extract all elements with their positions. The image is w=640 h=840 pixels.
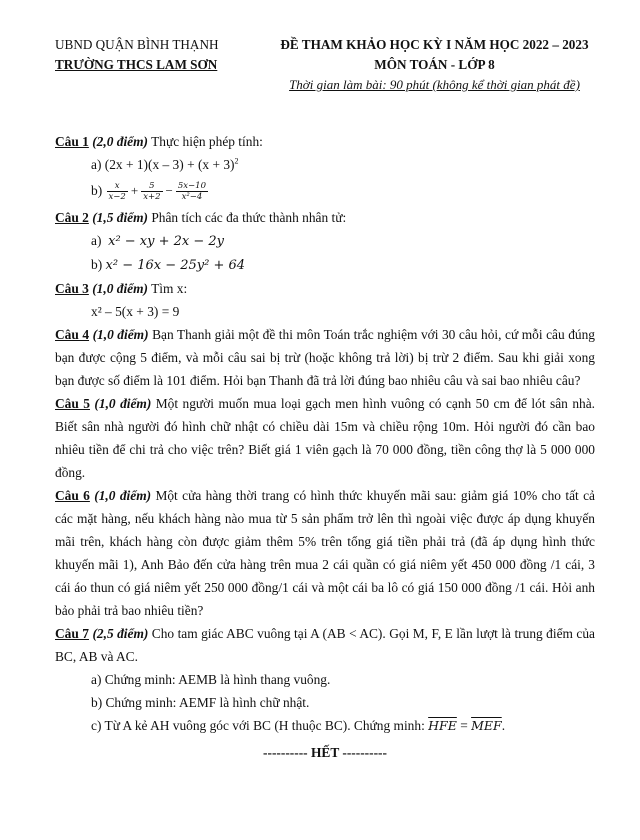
question-3-text: Tìm x: <box>148 281 188 296</box>
fraction-1-denominator: x−2 <box>108 192 126 203</box>
header-right <box>262 35 607 95</box>
question-2b-label: b) <box>91 257 103 272</box>
question-6-label: Câu 6 <box>55 488 90 503</box>
question-2b <box>55 253 595 277</box>
question-3-label: Câu 3 <box>55 281 89 296</box>
question-1-text: Thực hiện phép tính: <box>148 134 263 149</box>
question-5 <box>55 392 595 484</box>
exam-title: ĐỀ THAM KHẢO HỌC KỲ I NĂM HỌC 2022 – 2023 <box>280 37 589 52</box>
question-2-text: Phân tích các đa thức thành nhân tử: <box>148 210 347 225</box>
question-6 <box>55 484 595 622</box>
question-1a <box>55 153 595 176</box>
question-7c <box>55 714 595 737</box>
question-5-points: (1,0 điểm) <box>94 396 152 411</box>
question-1b-label: b) <box>91 183 103 198</box>
question-1a-label: a) <box>91 157 102 172</box>
question-2 <box>55 206 595 229</box>
fraction-3 <box>176 181 208 202</box>
angle-mef: $\overline{MEF}$ <box>471 718 502 733</box>
question-1a-expression: (2x + 1)(x – 3) + (x + 3) <box>104 157 235 172</box>
fraction-1 <box>107 181 128 202</box>
question-5-label: Câu 5 <box>55 396 90 411</box>
question-2b-expression: x² − 16x − 25y² + 64 <box>105 258 246 273</box>
subject-title: MÔN TOÁN - LỚP 8 <box>374 57 495 72</box>
question-3-points: (1,0 điểm) <box>92 281 148 296</box>
question-3 <box>55 277 595 300</box>
question-4-label: Câu 4 <box>55 327 90 342</box>
question-7a: a) Chứng minh: AEMB là hình thang vuông. <box>91 672 331 687</box>
header-left <box>55 35 240 75</box>
question-3-expression: x² – 5(x + 3) = 9 <box>91 304 180 319</box>
question-7-label: Câu 7 <box>55 626 89 641</box>
plus-sign: + <box>130 183 139 198</box>
equals-sign: = <box>456 718 472 733</box>
exponent-2: 2 <box>234 156 239 166</box>
question-5-text: Một người muốn mua loại gạch men hình vuông có cạnh 50 cm để lót sân nhà. Biết sân nhà người đó hình chữ nhật có chiều dài 15m và chiều rộng 10m. Hỏi người đó cần bao nhiêu tiền để chi trả cho việc trên? Biết giá 1 viên gạch là 70 000 đồng, tiền công thợ là 5 000 000 đồng. <box>55 396 595 480</box>
question-1-label: Câu 1 <box>55 134 89 149</box>
fraction-2 <box>141 181 162 202</box>
question-1-points: (2,0 điểm) <box>92 134 148 149</box>
question-6-points: (1,0 điểm) <box>94 488 152 503</box>
period: . <box>501 718 506 733</box>
question-4-text: Bạn Thanh giải một đề thi môn Toán trắc nghiệm với 30 câu hỏi, cứ mỗi câu đúng bạn được cộng 5 điểm, và mỗi câu sai bị trừ (hoặc không trả lời) bị trừ 2 điểm. Sau khi giải xong bạn được số điểm là 101 điểm. Hỏi bạn Thanh đã trả lời đúng bao nhiêu câu và sai bao nhiêu câu? <box>55 327 595 388</box>
question-7 <box>55 622 595 668</box>
district-name: UBND QUẬN BÌNH THẠNH <box>55 37 219 52</box>
question-4 <box>55 323 595 392</box>
exam-content <box>55 130 595 765</box>
question-7-text: Cho tam giác ABC vuông tại A (AB < AC). Gọi M, F, E lần lượt là trung điểm của BC, AB và AC. <box>55 626 595 664</box>
question-4-points: (1,0 điểm) <box>92 327 149 342</box>
fraction-3-denominator: x²−4 <box>181 192 203 203</box>
minus-sign: − <box>165 183 173 198</box>
school-name: TRƯỜNG THCS LAM SƠN <box>55 57 218 72</box>
fraction-1-numerator: x <box>107 181 128 192</box>
question-2a <box>55 229 595 253</box>
time-note: Thời gian làm bài: 90 phút (không kể thời gian phát đề) <box>289 77 580 92</box>
fraction-3-numerator: 5x−10 <box>177 181 206 192</box>
question-2a-label: a) <box>91 233 102 248</box>
question-1 <box>55 130 595 153</box>
question-2a-expression: x² − xy + 2x − 2y <box>108 234 225 249</box>
question-7c-text: c) Từ A kẻ AH vuông góc với BC (H thuộc BC). Chứng minh: <box>91 718 429 733</box>
question-1b <box>55 176 595 206</box>
fraction-2-numerator: 5 <box>141 181 162 192</box>
question-2-label: Câu 2 <box>55 210 89 225</box>
end-marker: ---------- HẾT ---------- <box>263 745 387 760</box>
question-2-points: (1,5 điểm) <box>92 210 148 225</box>
question-7-points: (2,5 điểm) <box>92 626 149 641</box>
question-7b: b) Chứng minh: AEMF là hình chữ nhật. <box>91 695 310 710</box>
fraction-2-denominator: x+2 <box>143 192 161 203</box>
angle-hfe: $\overline{HFE}$ <box>428 718 457 733</box>
question-6-text: Một cửa hàng thời trang có hình thức khuyến mãi sau: giảm giá 10% cho tất cả các mặt hàng, nếu khách hàng nào mua từ 5 sản phẩm trở lên thì ngoài việc được áp dụng khuyến mãi trên, khách hàng còn được giảm thêm 5% trên tổng giá tiền phải trả (đã áp dụng hình thức khuyến mãi 1), Anh Bảo đến cửa hàng trên mua 2 cái quần có giá niêm yết 450 000 đồng /1 cái, 3 cái áo thun có giá niêm yết 250 000 đồng/1 cái và một cái ba lô có giá 150 000 đồng /1 cái. Hỏi anh bảo phải trả bao nhiêu tiền? <box>55 488 596 618</box>
